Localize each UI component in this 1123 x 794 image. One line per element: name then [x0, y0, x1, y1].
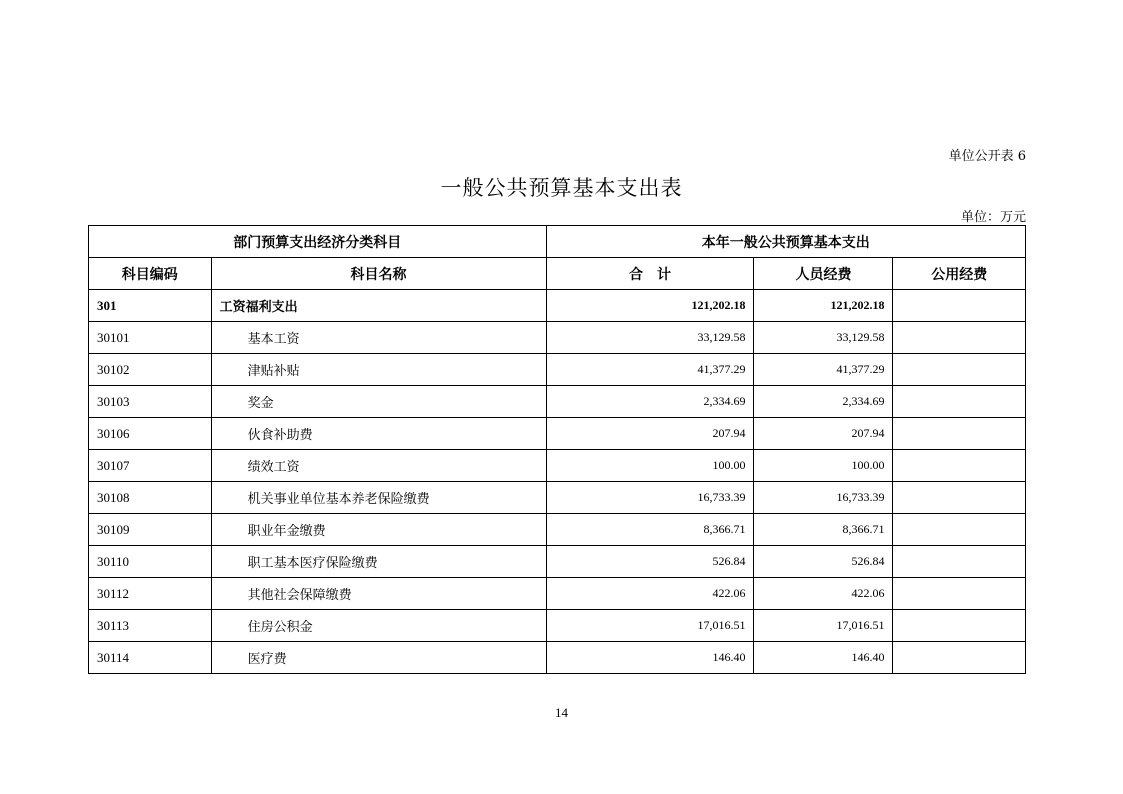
cell-staff: 16,733.39 [754, 482, 893, 514]
cell-total: 207.94 [546, 418, 754, 450]
column-header-row [89, 258, 1026, 290]
cell-name: 伙食补助费 [211, 418, 546, 450]
table-row [89, 546, 1026, 578]
group-header-expenditure: 本年一般公共预算基本支出 [546, 226, 1025, 258]
cell-code: 30113 [89, 610, 212, 642]
unit-label: 单位：万元 [960, 210, 1026, 225]
cell-staff: 8,366.71 [754, 514, 893, 546]
column-header-staff: 人员经费 [754, 258, 893, 290]
cell-total: 146.40 [546, 642, 754, 674]
column-header-total: 合 计 [546, 258, 754, 290]
cell-code: 30112 [89, 578, 212, 610]
cell-total: 8,366.71 [546, 514, 754, 546]
cell-total: 2,334.69 [546, 386, 754, 418]
table-row [89, 290, 1026, 322]
table-id-label: 单位公开表 6 [948, 149, 1026, 164]
cell-code: 30109 [89, 514, 212, 546]
table-row [89, 578, 1026, 610]
table-row [89, 514, 1026, 546]
cell-public [893, 418, 1026, 450]
cell-name: 住房公积金 [211, 610, 546, 642]
cell-code: 301 [89, 290, 212, 322]
cell-staff: 121,202.18 [754, 290, 893, 322]
table-row [89, 418, 1026, 450]
cell-public [893, 610, 1026, 642]
page-title: 一般公共预算基本支出表 [440, 176, 683, 200]
cell-staff: 207.94 [754, 418, 893, 450]
group-header-classification: 部门预算支出经济分类科目 [89, 226, 547, 258]
table-row [89, 354, 1026, 386]
column-header-code: 科目编码 [89, 258, 212, 290]
cell-total: 41,377.29 [546, 354, 754, 386]
table-row [89, 322, 1026, 354]
cell-total: 17,016.51 [546, 610, 754, 642]
cell-staff: 146.40 [754, 642, 893, 674]
cell-name: 绩效工资 [211, 450, 546, 482]
cell-staff: 422.06 [754, 578, 893, 610]
cell-total: 422.06 [546, 578, 754, 610]
cell-name: 其他社会保障缴费 [211, 578, 546, 610]
budget-table [88, 225, 1026, 674]
cell-staff: 17,016.51 [754, 610, 893, 642]
column-header-public: 公用经费 [893, 258, 1026, 290]
cell-staff: 100.00 [754, 450, 893, 482]
cell-staff: 33,129.58 [754, 322, 893, 354]
cell-code: 30108 [89, 482, 212, 514]
cell-staff: 526.84 [754, 546, 893, 578]
cell-code: 30101 [89, 322, 212, 354]
page-number: 14 [555, 705, 568, 720]
cell-code: 30107 [89, 450, 212, 482]
column-header-name: 科目名称 [211, 258, 546, 290]
cell-total: 33,129.58 [546, 322, 754, 354]
cell-total: 526.84 [546, 546, 754, 578]
cell-public [893, 642, 1026, 674]
cell-total: 121,202.18 [546, 290, 754, 322]
cell-public [893, 322, 1026, 354]
table-row [89, 450, 1026, 482]
cell-staff: 2,334.69 [754, 386, 893, 418]
group-header-row [89, 226, 1026, 258]
cell-code: 30103 [89, 386, 212, 418]
cell-name: 工资福利支出 [211, 290, 546, 322]
cell-name: 职工基本医疗保险缴费 [211, 546, 546, 578]
cell-code: 30106 [89, 418, 212, 450]
table-row [89, 386, 1026, 418]
cell-public [893, 290, 1026, 322]
cell-name: 津贴补贴 [211, 354, 546, 386]
cell-name: 机关事业单位基本养老保险缴费 [211, 482, 546, 514]
cell-staff: 41,377.29 [754, 354, 893, 386]
cell-public [893, 546, 1026, 578]
cell-total: 100.00 [546, 450, 754, 482]
cell-name: 职业年金缴费 [211, 514, 546, 546]
cell-code: 30114 [89, 642, 212, 674]
cell-name: 基本工资 [211, 322, 546, 354]
cell-name: 医疗费 [211, 642, 546, 674]
cell-name: 奖金 [211, 386, 546, 418]
cell-code: 30102 [89, 354, 212, 386]
cell-total: 16,733.39 [546, 482, 754, 514]
cell-public [893, 482, 1026, 514]
cell-public [893, 354, 1026, 386]
cell-public [893, 386, 1026, 418]
table-row [89, 642, 1026, 674]
cell-public [893, 578, 1026, 610]
table-row [89, 482, 1026, 514]
table-body [89, 290, 1026, 674]
cell-public [893, 450, 1026, 482]
cell-code: 30110 [89, 546, 212, 578]
cell-public [893, 514, 1026, 546]
table-row [89, 610, 1026, 642]
